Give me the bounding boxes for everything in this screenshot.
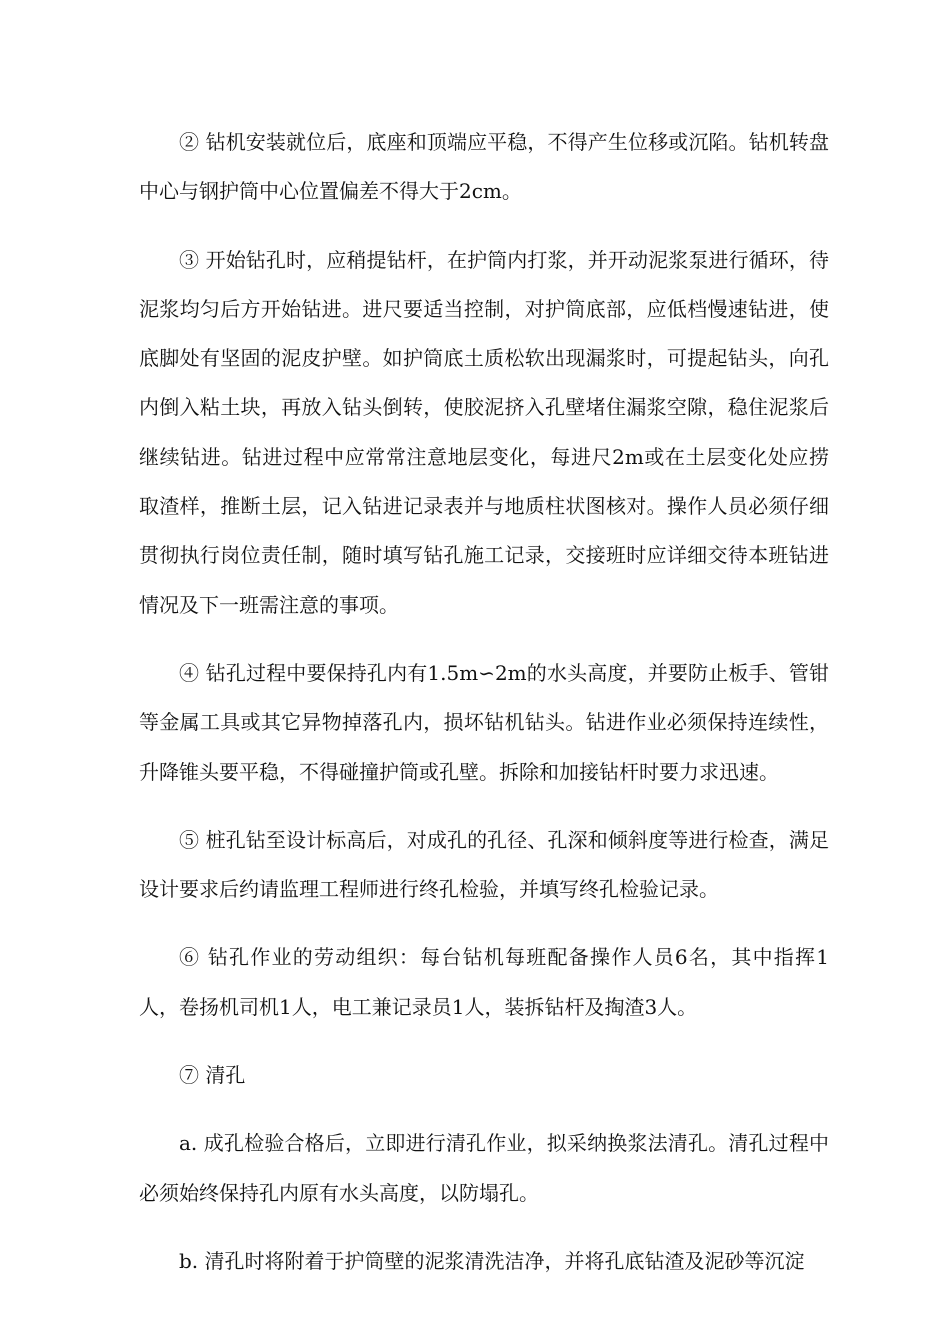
paragraph-step-5: ⑤ 桩孔钻至设计标高后，对成孔的孔径、孔深和倾斜度等进行检查，满足设计要求后约请监理工程师进行终孔检验，并填写终孔检验记录。	[139, 827, 829, 902]
paragraph-step-3: ③ 开始钻孔时，应稍提钻杆，在护筒内打浆，并开动泥浆泵进行循环，待泥浆均匀后方开始钻进。进尺要适当控制，对护筒底部，应低档慢速钻进，使底脚处有坚固的泥皮护壁。如护筒底土质松软出现漏浆时，可提起钻头，向孔内倒入粘土块，再放入钻头倒转，使胶泥挤入孔壁堵住漏浆空隙，稳住泥浆后继续钻进。钻进过程中应常常注意地层变化，每进尺2m或在土层变化处应捞取渣样，推断土层，记入钻进记录表并与地质柱状图核对。操作人员必须仔细贯彻执行岗位责任制，随时填写钻孔施工记录，交接班时应详细交待本班钻进情况及下一班需注意的事项。	[139, 247, 829, 617]
paragraph-step-7-heading: ⑦ 清孔	[179, 1063, 246, 1088]
paragraph-step-2: ② 钻机安装就位后，底座和顶端应平稳，不得产生位移或沉陷。钻机转盘中心与钢护筒中心位置偏差不得大于2cm。	[139, 130, 829, 204]
paragraph-step-6: ⑥ 钻孔作业的劳动组织：每台钻机每班配备操作人员6名，其中指挥1人，卷扬机司机1人，电工兼记录员1人，装拆钻杆及掏渣3人。	[139, 945, 829, 1019]
document-body	[139, 118, 829, 1305]
paragraph-step-7a: a. 成孔检验合格后，立即进行清孔作业，拟采纳换浆法清孔。清孔过程中必须始终保持孔内原有水头高度，以防塌孔。	[139, 1131, 829, 1205]
paragraph-step-7b: b. 清孔时将附着于护筒壁的泥浆清洗洁净，并将孔底钻渣及泥砂等沉淀	[179, 1248, 805, 1273]
paragraph-step-4: ④ 钻孔过程中要保持孔内有1.5m∽2m的水头高度，并要防止板手、管钳等金属工具或其它异物掉落孔内，损坏钻机钻头。钻进作业必须保持连续性，升降锥头要平稳，不得碰撞护筒或孔壁。拆除和加接钻杆时要力求迅速。	[139, 660, 829, 784]
